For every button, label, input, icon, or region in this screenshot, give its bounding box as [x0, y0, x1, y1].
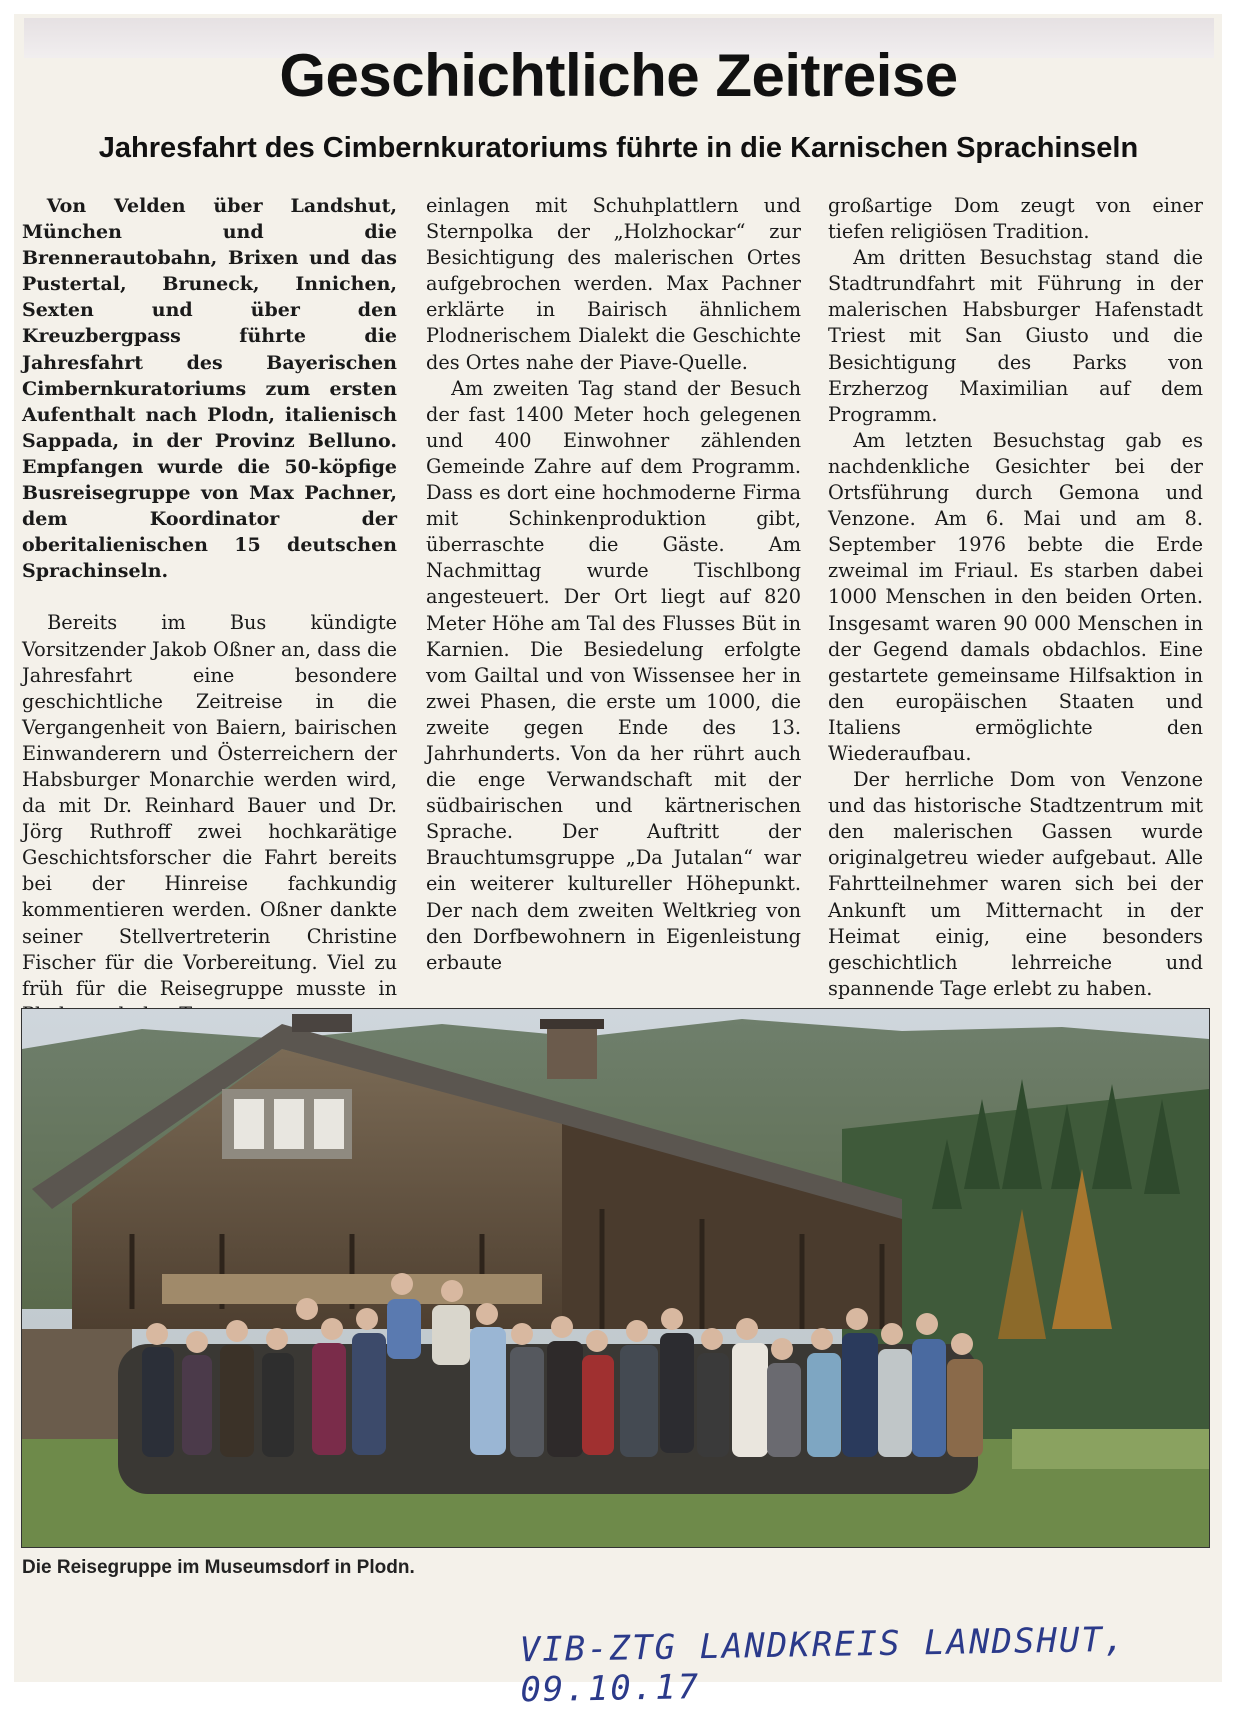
article-paragraph: Bereits im Bus kündigte Vorsitzender Jakob Oßner an, dass die Jahresfahrt eine besondere geschichtliche Zeitreise in die Vergangenheit von Baiern, bairischen Einwanderern und Österreichern der Habsburger Monarchie werden wird, da mit Dr. Reinhard Bauer und Dr. Jörg Ruthroff zwei hochkarätige Geschichtsforscher die Fahrt bereits bei der Hinreise fachkundig kommentieren werden. Oßner dankte seiner Stellvertreterin Christine Fischer für die Vorbereitung. Viel zu früh für die Reisegruppe musste in	[22, 611, 397, 1000]
headline: Geschichtliche Zeitreise	[279, 42, 958, 109]
handwritten-source-note: VIB-ZTG LANDKREIS LANDSHUT, 09.10.17	[519, 1619, 1127, 1710]
article-paragraph: einlagen mit Schuhplattlern und Sternpolka der „Holzhockar“ zur Besichtigung des malerischen Ortes aufgebrochen werden. Max Pachner erklärte in Bairisch ähnlichem Plodnerischem Dialekt die Geschichte des Ortes nahe der Piave-Quelle.	[426, 194, 801, 374]
article-paragraph: großartige Dom zeugt von einer tiefen religiösen Tradition.	[828, 194, 1203, 244]
group-photo	[21, 1008, 1210, 1548]
article-paragraph: Der herrliche Dom von Venzone und das historische Stadtzentrum mit den malerischen Gassen wurde originalgetreu wieder aufgebaut. Alle Fahrtteilnehmer waren sich bei der Ankunft um Mitternacht in der Heimat einig, eine besonders geschichtlich lehrreiche und spannende Tage erlebt zu haben.	[828, 768, 1203, 1000]
article-paragraph: Am zweiten Tag stand der Besuch der fast 1400 Meter hoch gelegenen und 400 Einwohner zählenden Gemeinde Zahre auf dem Programm. Dass es dort eine hochmoderne Firma mit Schinkenproduktion gibt, überraschte die Gäste. Am Nachmittag wurde Tischlbong angesteuert. Der Ort liegt auf 820 Meter Höhe am Tal des Flusses Büt in Karnien. Die Besiedelung erfolgte vom Gailtal und von Wissensee her in zwei Phasen, die erste um 1000, die zweite gegen Ende des 13. Jahrhunderts. Von da her rührt auch die enge Verwandschaft mit der südbairischen und kärtnerischen Sprache. Der Auftritt der Brauchtumsgruppe „Da Jutalan“ war ein weiterer kultureller Höhepunkt. Der nach dem zweiten Weltkrieg von den Dorfbewohnern in Eigenleistung erbaute	[426, 376, 801, 974]
article-column-2	[426, 193, 801, 976]
article-paragraph: Von Velden über Landshut, München und die Brennerautobahn, Brixen und das Pustertal, Bruneck, Innichen, Sexten und über den Kreuzbergpass führte die Jahresfahrt des Bayerischen Cimbernkuratoriums zum ersten Aufenthalt nach Plodn, italienisch Sappada, in der Provinz Belluno. Empfangen wurde die 50-köpfige Busreisegruppe von Max Pachner, dem Koordinator der oberitalienischen 15 deutschen Sprachinseln.	[22, 195, 397, 583]
article-paragraph: Am dritten Besuchstag stand die Stadtrundfahrt mit Führung in der malerischen Habsburger Hafenstadt Triest mit San Giusto und die Besichtigung des Parks von Erzherzog Maximilian auf dem Programm.	[828, 246, 1203, 426]
article-column-3	[828, 193, 1203, 1002]
article-paragraph: Am letzten Besuchstag gab es nachdenkliche Gesichter bei der Ortsführung durch Gemona und Venzone. Am 6. Mai und am 8. September 1976 bebte die Erde zweimal im Friaul. Es starben dabei 1000 Menschen in den beiden Orten. Insgesamt waren 90 000 Menschen in der Gegend damals obdachlos. Eine gestartete gemeinsame Hilfsaktion in den europäischen Staaten und Italiens ermöglichte den Wiederaufbau.	[828, 428, 1203, 765]
article-column-1	[22, 193, 397, 1028]
subheadline: Jahresfahrt des Cimbernkuratoriums führte in die Karnischen Sprachinseln	[98, 132, 1139, 164]
photo-caption: Die Reisegruppe im Museumsdorf in Plodn.	[22, 1557, 415, 1578]
